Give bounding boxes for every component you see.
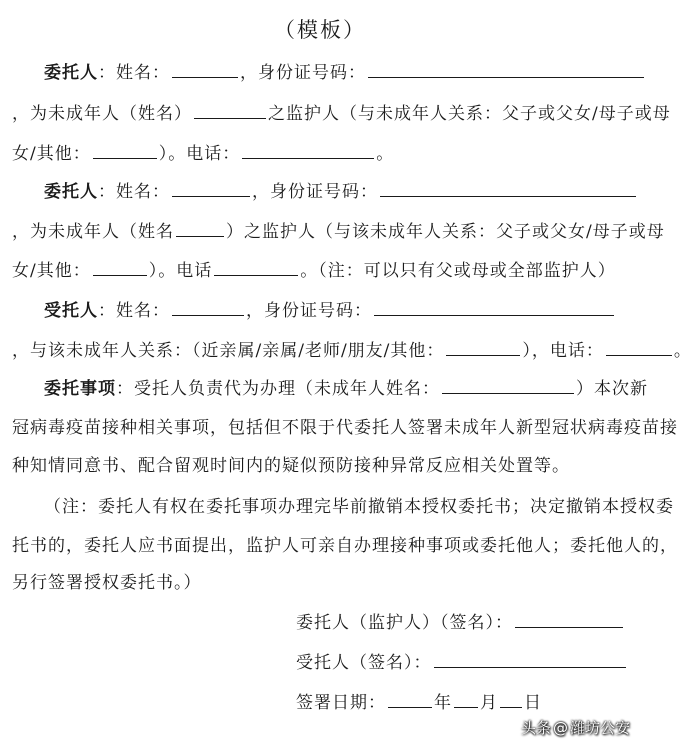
delegator1-line2: [12, 103, 671, 125]
year-label: 年: [434, 693, 452, 713]
delegator2-phone-label: ）。电话: [148, 261, 213, 281]
trustee-phone-label: ），电话：: [522, 341, 604, 361]
trustee-name-label: ：姓名：: [98, 301, 170, 321]
trustee-signature-line: [296, 652, 628, 674]
note-line1: （注：委托人有权在委托事项办理完毕前撤销本授权委托书；决定撤销本授权委: [44, 497, 674, 517]
note-line3: 另行签署授权委托书。）: [12, 573, 202, 593]
watermark-prefix: 头条: [520, 719, 551, 737]
trustee-line2-end: 。: [673, 341, 692, 361]
delegator1-id-label: ，身份证号码：: [240, 63, 366, 83]
delegator-signature-label: 委托人（监护人）（签名）：: [296, 613, 513, 633]
trustee-name-field[interactable]: [172, 300, 244, 316]
year-field[interactable]: [388, 692, 432, 708]
trustee-relation-label: ，与该未成年人关系：（近亲属/亲属/老师/朋友/其他：: [12, 341, 445, 361]
delegator2-note: 。（注：可以只有父或母或全部监护人）: [300, 261, 616, 281]
signing-date-label: 签署日期：: [296, 693, 386, 713]
delegator-signature-field[interactable]: [515, 612, 623, 628]
signing-date-line: [296, 692, 542, 714]
delegator1-phone-field[interactable]: [242, 143, 374, 159]
delegator2-line1: [44, 181, 638, 203]
day-field[interactable]: [500, 692, 522, 708]
delegator-signature-line: [296, 612, 625, 634]
delegator2-phone-field[interactable]: [214, 260, 298, 276]
delegator1-other-label: 女/其他：: [12, 144, 91, 164]
delegator2-line3: [12, 260, 616, 282]
delegator2-line2: [12, 221, 665, 243]
delegator2-other-label: 女/其他：: [12, 261, 91, 281]
delegator1-line3-end: 。: [376, 144, 395, 164]
source-watermark: [521, 717, 630, 738]
document-title: （模板）: [274, 18, 366, 42]
month-field[interactable]: [454, 692, 478, 708]
trustee-label: 受托人: [44, 301, 98, 321]
trustee-id-field[interactable]: [374, 300, 614, 316]
delegator1-name-label: ：姓名：: [98, 63, 170, 83]
delegator1-label: 委托人: [44, 63, 98, 83]
delegator1-phone-label: ）。电话：: [158, 144, 241, 164]
delegator2-name-field[interactable]: [172, 181, 250, 197]
day-label: 日: [524, 693, 542, 713]
trustee-signature-label: 受托人（签名）：: [296, 653, 432, 673]
watermark-account: 潍坊公安: [569, 719, 630, 737]
delegator1-minor-label: ，为未成年人（姓名）: [12, 104, 192, 124]
matters-line2: 冠病毒疫苗接种相关事项，包括但不限于代委托人签署未成年人新型冠状病毒疫苗接: [12, 418, 678, 438]
trustee-signature-field[interactable]: [434, 652, 626, 668]
trustee-line2: [12, 340, 692, 362]
delegator2-other-field[interactable]: [93, 260, 147, 276]
delegator2-minor-name-field[interactable]: [176, 221, 224, 237]
matters-line3: 种知情同意书、配合留观时间内的疑似预防接种异常反应相关处置等。: [12, 456, 570, 476]
delegator1-minor-name-field[interactable]: [194, 103, 266, 119]
delegator2-relation-text: ）之监护人（与该未成年人关系：父子或父女/母子或母: [226, 222, 665, 242]
delegator2-name-label: ：姓名：: [98, 182, 170, 202]
at-icon: @: [552, 719, 568, 737]
delegator1-relation-text: 之监护人（与未成年人关系：父子或父女/母子或母: [268, 104, 671, 124]
delegator1-name-field[interactable]: [172, 62, 238, 78]
delegator1-line1: [44, 62, 646, 84]
month-label: 月: [480, 693, 498, 713]
delegator1-other-field[interactable]: [93, 143, 157, 159]
delegator1-line3: [12, 143, 394, 165]
trustee-phone-field[interactable]: [606, 340, 672, 356]
matters-line1: [44, 378, 648, 400]
matters-label: 委托事项: [44, 379, 116, 399]
matters-text-1a: ：受托人负责代为办理（未成年人姓名：: [116, 379, 440, 399]
note-line2: 托书的，委托人应书面提出，监护人可亲自办理接种事项或委托他人；委托他人的，: [12, 536, 678, 556]
delegator2-id-label: ，身份证号码：: [252, 182, 378, 202]
delegator1-id-field[interactable]: [368, 62, 644, 78]
trustee-line1: [44, 300, 616, 322]
delegator2-id-field[interactable]: [380, 181, 636, 197]
delegator2-minor-label: ，为未成年人（姓名: [12, 222, 174, 242]
trustee-id-label: ，身份证号码：: [246, 301, 372, 321]
delegator2-label: 委托人: [44, 182, 98, 202]
matters-text-1b: ）本次新: [576, 379, 648, 399]
trustee-other-field[interactable]: [446, 340, 520, 356]
matters-minor-name-field[interactable]: [442, 378, 574, 394]
